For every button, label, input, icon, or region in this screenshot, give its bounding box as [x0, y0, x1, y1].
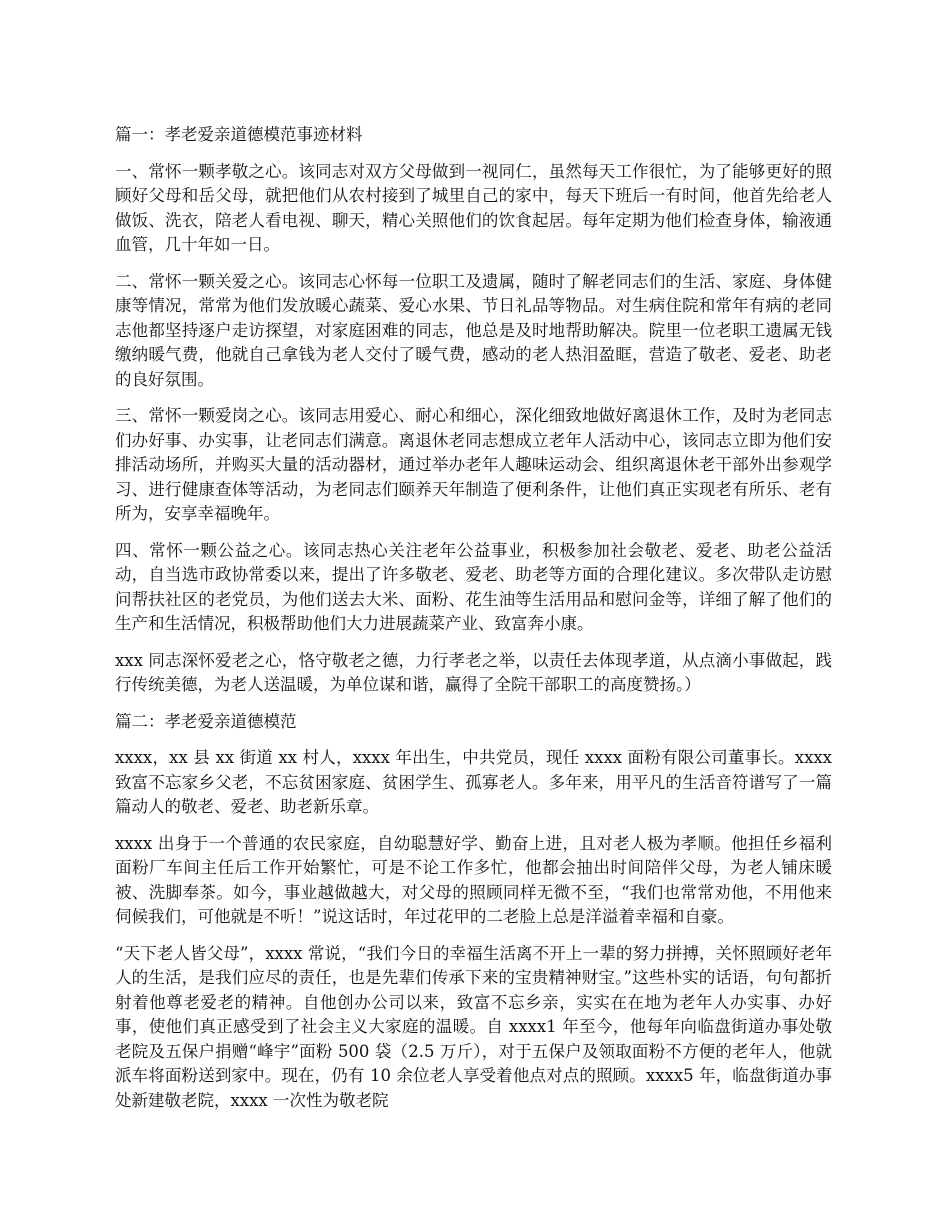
paragraph-filial-respect: 一、常怀一颗孝敬之心。该同志对双方父母做到一视同仁，虽然每天工作很忙，为了能够更好的照顾好父母和岳父母，就把他们从农村接到了城里自己的家中，每天下班后一有时间，他首先给老人做饭、洗衣，陪老人看电视、聊天，精心关照他们的饮食起居。每年定期为他们检查身体，输液通血管，几十年如一日。	[115, 161, 832, 254]
paragraph-dedication: 三、常怀一颗爱岗之心。该同志用爱心、耐心和细心，深化细致地做好离退休工作，及时为老同志们办好事、办实事，让老同志们满意。离退休老同志想成立老年人活动中心，该同志立即为他们安排活动场所，并购买大量的活动器材，通过举办老年人趣味运动会、组织离退休老干部外出参观学习、进行健康查体等活动，为老同志们颐养天年制造了便利条件，让他们真正实现老有所乐、老有所为，安享幸福晚年。	[115, 406, 832, 523]
paragraph-background: xxxx 出身于一个普通的农民家庭，自幼聪慧好学、勤奋上进，且对老人极为孝顺。他担任乡福利面粉厂车间主任后工作开始繁忙，可是不论工作多忙，他都会抽出时间陪伴父母，为老人铺床暖被、洗脚奉茶。如今，事业越做越大，对父母的照顾同样无微不至，“我们也常常劝他，不用他来伺候我们，可他就是不听！”说这话时，年过花甲的二老脸上总是洋溢着幸福和自豪。	[115, 833, 832, 926]
paragraph-profile: xxxx，xx 县 xx 街道 xx 村人，xxxx 年出生，中共党员，现任 xxxx 面粉有限公司董事长。xxxx 致富不忘家乡父老，不忘贫困家庭、贫困学生、孤寡老人。多年来，用平凡的生活音符谱写了一篇篇动人的敬老、爱老、助老新乐章。	[115, 748, 832, 816]
paragraph-care: 二、常怀一颗关爱之心。该同志心怀每一位职工及遗属，随时了解老同志们的生活、家庭、身体健康等情况，常常为他们发放暖心蔬菜、爱心水果、节日礼品等物品。对生病住院和常年有病的老同志他都坚持逐户走访探望，对家庭困难的同志，他总是及时地帮助解决。院里一位老职工遗属无钱缴纳暖气费，他就自己拿钱为老人交付了暖气费，感动的老人热泪盈眶，营造了敬老、爱老、助老的良好氛围。	[115, 271, 832, 389]
paragraph-donations: “天下老人皆父母”，xxxx 常说，“我们今日的幸福生活离不开上一辈的努力拼搏，关怀照顾好老年人的生活，是我们应尽的责任，也是先辈们传承下来的宝贵精神财宝。”这些朴实的话语，句句都折射着他尊老爱老的精神。自他创办公司以来，致富不忘乡亲，实实在在地为老年人办实事、办好事，使他们真正感受到了社会主义大家庭的温暖。自 xxxx1 年至今，他每年向临盘街道办事处敬老院及五保户捐赠“峰宇”面粉 500 袋（2.5 万斤），对于五保户及领取面粉不方便的老年人，他就派车将面粉送到家中。现在，仍有 10 余位老人享受着他点对点的照顾。xxxx5 年，临盘街道办事处新建敬老院，xxxx 一次性为敬老院	[115, 943, 832, 1110]
paragraph-public-welfare: 四、常怀一颗公益之心。该同志热心关注老年公益事业，积极参加社会敬老、爱老、助老公益活动，自当选市政协常委以来，提出了许多敬老、爱老、助老等方面的合理化建议。多次带队走访慰问帮扶社区的老党员，为他们送去大米、面粉、花生油等生活用品和慰问金等，详细了解了他们的生产和生活情况，积极帮助他们大力进展蔬菜产业、致富奔小康。	[115, 540, 832, 633]
section-heading-2: 篇二：孝老爱亲道德模范	[115, 711, 297, 731]
paragraph-summary: xxx 同志深怀爱老之心，恪守敬老之德，力行孝老之举，以责任去体现孝道，从点滴小事做起，践行传统美德，为老人送温暖，为单位谋和谐，赢得了全院干部职工的高度赞扬。）	[115, 650, 832, 694]
section-heading-1: 篇一：孝老爱亲道德模范事迹材料	[115, 125, 363, 144]
